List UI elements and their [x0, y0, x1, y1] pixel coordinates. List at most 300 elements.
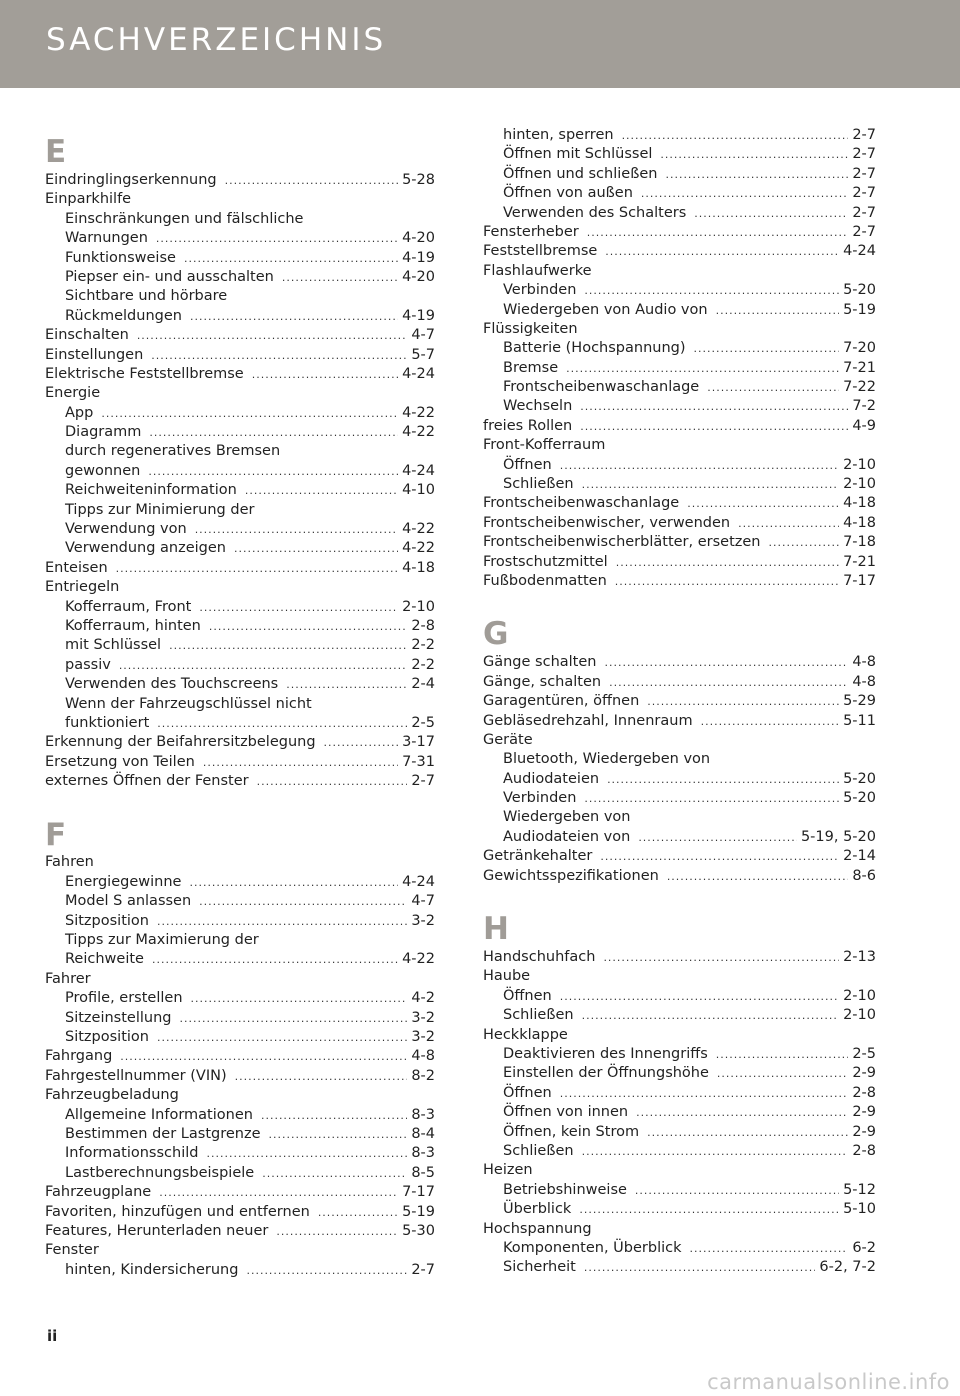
page-reference[interactable]: 2-4	[411, 676, 435, 693]
dot-leader	[156, 229, 398, 248]
dot-leader	[701, 712, 840, 731]
index-subentry[interactable]	[45, 462, 435, 481]
entry-text: Fahrgestellnummer (VIN)	[45, 1067, 227, 1084]
index-subentry[interactable]	[45, 229, 435, 248]
index-entry[interactable]	[483, 653, 876, 672]
index-entry[interactable]	[483, 692, 876, 711]
index-entry[interactable]	[45, 1067, 435, 1086]
dot-leader	[157, 1028, 407, 1047]
entry-text: Gänge, schalten	[483, 673, 602, 690]
page-reference[interactable]: 2-5	[411, 714, 435, 731]
index-entry	[45, 384, 435, 403]
entry-text: Handschuhfach	[483, 949, 596, 966]
page-reference[interactable]: 8-3	[411, 1106, 435, 1123]
index-subentry[interactable]	[483, 1142, 876, 1161]
index-entry[interactable]	[483, 417, 876, 436]
entry-text: Rückmeldungen	[65, 307, 182, 324]
entry-text: Fahrgang	[45, 1048, 113, 1065]
dot-leader	[582, 1142, 849, 1161]
index-entry[interactable]	[483, 533, 876, 552]
entry-text: Frontscheibenwischerblätter, ersetzen	[483, 534, 761, 551]
index-entry	[45, 1241, 435, 1260]
page-reference[interactable]: 5-19	[843, 301, 876, 318]
dot-leader	[195, 520, 398, 539]
entry-text: Komponenten, Überblick	[503, 1239, 682, 1256]
page-reference[interactable]: 2-7	[852, 165, 876, 182]
page-reference[interactable]: 8-2	[411, 1067, 435, 1084]
index-entry	[483, 1220, 876, 1239]
page-reference[interactable]: 7-2	[852, 398, 876, 415]
index-subentry[interactable]	[483, 1123, 876, 1142]
index-subentry[interactable]	[45, 1261, 435, 1280]
entry-text: Audiodateien	[503, 770, 600, 787]
page-reference[interactable]: 2-10	[843, 456, 876, 473]
page-reference[interactable]: 4-22	[402, 951, 435, 968]
page-reference[interactable]: 7-31	[402, 753, 435, 770]
entry-text: Einschalten	[45, 327, 129, 344]
page-reference[interactable]: 4-8	[852, 673, 876, 690]
entry-text: Kofferraum, hinten	[65, 617, 201, 634]
page-reference[interactable]: 2-7	[411, 1261, 435, 1278]
index-entry[interactable]	[483, 673, 876, 692]
entry-text: Einstellen der Öffnungshöhe	[503, 1065, 709, 1082]
index-subentry[interactable]	[483, 204, 876, 223]
entry-text: Tipps zur Minimierung der	[65, 501, 255, 518]
page-reference[interactable]: 5-11	[843, 712, 876, 729]
entry-text: Diagramm	[65, 424, 142, 441]
index-subentry[interactable]	[483, 789, 876, 808]
dot-leader	[566, 359, 839, 378]
dot-leader	[560, 456, 839, 475]
dot-leader	[206, 1144, 407, 1163]
page-reference[interactable]: 4-22	[402, 424, 435, 441]
page-reference[interactable]: 7-22	[843, 379, 876, 396]
index-entry	[45, 190, 435, 209]
page-reference[interactable]: 2-7	[852, 185, 876, 202]
index-subentry[interactable]	[45, 268, 435, 287]
page-reference[interactable]: 5-10	[843, 1201, 876, 1218]
dot-leader	[262, 1164, 407, 1183]
index-subentry[interactable]	[483, 126, 876, 145]
index-subentry[interactable]	[45, 873, 435, 892]
entry-text: Sicherheit	[503, 1259, 576, 1276]
index-subentry[interactable]	[483, 378, 876, 397]
page-reference[interactable]: 4-7	[411, 327, 435, 344]
page-reference[interactable]: 2-5	[852, 1046, 876, 1062]
page-reference[interactable]: 4-19	[402, 307, 435, 324]
dot-leader	[261, 1106, 407, 1125]
dot-leader	[151, 346, 407, 365]
index-subentry[interactable]	[45, 1106, 435, 1125]
index-subentry[interactable]	[483, 1258, 876, 1277]
section-letter-g: G	[483, 616, 509, 653]
dot-leader	[694, 339, 840, 358]
entry-text: Funktionsweise	[65, 249, 176, 266]
index-subentry[interactable]	[45, 950, 435, 969]
section-letter-f: F	[45, 816, 67, 853]
index-subentry[interactable]	[483, 987, 876, 1006]
entry-text: Energiegewinne	[65, 873, 182, 890]
page-reference[interactable]: 3-17	[402, 734, 435, 751]
entry-text: Gewichtsspezifikationen	[483, 867, 659, 884]
entry-text: Energie	[45, 385, 101, 402]
dot-leader	[560, 987, 839, 1006]
index-subentry[interactable]	[483, 1103, 876, 1122]
dot-leader	[252, 365, 398, 384]
dot-leader	[604, 653, 848, 672]
dot-leader	[635, 1181, 839, 1200]
index-subentry[interactable]	[45, 656, 435, 675]
page-reference[interactable]: 7-21	[843, 553, 876, 570]
index-entry[interactable]	[483, 712, 876, 731]
dot-leader	[324, 733, 399, 752]
index-subentry	[45, 501, 435, 520]
index-entry[interactable]	[45, 772, 435, 791]
page-reference[interactable]: 5-20	[843, 282, 876, 299]
page-reference[interactable]: 2-8	[411, 617, 435, 634]
index-entry[interactable]	[45, 171, 435, 190]
page-reference[interactable]: 4-7	[411, 893, 435, 910]
entry-text: hinten, sperren	[503, 126, 614, 143]
index-subentry[interactable]	[45, 1164, 435, 1183]
index-subentry[interactable]	[45, 1125, 435, 1144]
entry-text: Überblick	[503, 1201, 572, 1218]
dot-leader	[667, 867, 849, 886]
dot-leader	[769, 533, 840, 552]
dot-leader	[152, 950, 398, 969]
index-subentry[interactable]	[45, 912, 435, 931]
entry-text: gewonnen	[65, 462, 141, 479]
page-reference[interactable]: 4-19	[402, 249, 435, 266]
page-reference[interactable]: 4-8	[411, 1048, 435, 1065]
index-entry[interactable]	[483, 867, 876, 886]
page-reference[interactable]: 2-7	[852, 126, 876, 143]
dot-leader	[647, 692, 839, 711]
index-subentry[interactable]	[45, 636, 435, 655]
entry-text: Gänge schalten	[483, 654, 597, 671]
dot-leader	[605, 242, 839, 261]
index-subentry	[45, 210, 435, 229]
page-reference[interactable]: 5-7	[411, 346, 435, 363]
page-reference[interactable]: 7-20	[843, 340, 876, 357]
entry-text: Verbinden	[503, 790, 577, 807]
index-subentry[interactable]	[483, 339, 876, 358]
dot-leader	[269, 1125, 408, 1144]
index-entry[interactable]	[483, 553, 876, 572]
index-entry[interactable]	[45, 753, 435, 772]
page-reference[interactable]: 2-7	[852, 204, 876, 221]
entry-text: Tipps zur Maximierung der	[65, 932, 259, 949]
dot-leader	[607, 770, 839, 789]
page-reference[interactable]: 4-24	[402, 873, 435, 890]
entry-text: Öffnen von außen	[503, 185, 633, 202]
index-entry[interactable]	[483, 948, 876, 967]
page-reference[interactable]: 2-2	[411, 656, 435, 673]
page-reference[interactable]: 7-18	[843, 534, 876, 551]
index-entry[interactable]	[45, 326, 435, 345]
page-reference[interactable]: 4-8	[852, 654, 876, 671]
page-reference[interactable]: 2-7	[852, 146, 876, 163]
index-entry[interactable]	[483, 223, 876, 242]
page-reference[interactable]: 3-2	[411, 1009, 435, 1026]
entry-text: Einschränkungen und fälschliche	[65, 210, 304, 227]
dot-leader	[580, 417, 848, 436]
page-reference[interactable]: 4-24	[843, 243, 876, 260]
page-reference[interactable]: 2-8	[852, 1142, 876, 1159]
index-subentry	[45, 287, 435, 306]
page-reference[interactable]: 8-3	[411, 1145, 435, 1162]
page-reference[interactable]: 4-9	[852, 417, 876, 434]
entry-text: Wiedergeben von Audio von	[503, 301, 708, 318]
page-reference[interactable]: 2-10	[843, 987, 876, 1004]
index-subentry[interactable]	[45, 675, 435, 694]
page-reference[interactable]: 4-22	[402, 521, 435, 538]
index-subentry[interactable]	[483, 770, 876, 789]
index-subentry[interactable]	[45, 539, 435, 558]
entry-text: Fenster	[45, 1242, 99, 1259]
index-entry[interactable]	[483, 847, 876, 866]
index-subentry[interactable]	[483, 359, 876, 378]
page-reference[interactable]: 5-20	[843, 790, 876, 807]
entry-text: Haube	[483, 968, 531, 985]
entry-text: Verwenden des Touchscreens	[65, 676, 279, 693]
entry-text: Wechseln	[503, 398, 573, 415]
dot-leader	[716, 1045, 849, 1064]
page-reference[interactable]: 4-20	[402, 268, 435, 285]
page-reference[interactable]: 4-10	[402, 482, 435, 499]
entry-text: Enteisen	[45, 559, 108, 576]
entry-text: Ersetzung von Teilen	[45, 753, 195, 770]
page-reference[interactable]: 5-20	[843, 770, 876, 787]
index-entry[interactable]	[483, 242, 876, 261]
index-subentry	[45, 695, 435, 714]
index-entry[interactable]	[483, 514, 876, 533]
dot-leader	[717, 1064, 848, 1083]
index-subentry[interactable]	[483, 828, 876, 847]
index-entry[interactable]	[45, 365, 435, 384]
dot-leader	[603, 948, 839, 967]
index-subentry[interactable]	[45, 404, 435, 423]
entry-text: Reichweiteninformation	[65, 482, 237, 499]
index-subentry[interactable]	[45, 1009, 435, 1028]
entry-text: Öffnen und schließen	[503, 165, 658, 182]
dot-leader	[116, 559, 398, 578]
index-subentry[interactable]	[45, 307, 435, 326]
index-entry	[45, 1086, 435, 1105]
index-subentry[interactable]	[483, 1045, 876, 1064]
entry-text: Garagentüren, öffnen	[483, 693, 640, 710]
page-reference[interactable]: 4-18	[402, 559, 435, 576]
entry-text: Feststellbremse	[483, 243, 598, 260]
index-entry	[45, 578, 435, 597]
index-subentry[interactable]	[483, 456, 876, 475]
index-subentry[interactable]	[483, 1239, 876, 1258]
index-entry[interactable]	[45, 1183, 435, 1202]
index-subentry[interactable]	[45, 1144, 435, 1163]
index-subentry[interactable]	[45, 617, 435, 636]
index-subentry[interactable]	[45, 1028, 435, 1047]
page-reference[interactable]: 4-24	[402, 365, 435, 382]
dot-leader	[587, 223, 849, 242]
entry-text: Deaktivieren des Innengriffs	[503, 1046, 708, 1062]
entry-text: Fahrer	[45, 970, 91, 987]
page-reference[interactable]: 8-4	[411, 1125, 435, 1142]
entry-text: Fußbodenmatten	[483, 572, 607, 589]
page-reference[interactable]: 5-28	[402, 171, 435, 188]
dot-leader	[636, 1103, 848, 1122]
index-entry	[45, 970, 435, 989]
index-subentry[interactable]	[483, 1200, 876, 1219]
page-reference[interactable]: 5-19, 5-20	[800, 828, 876, 845]
index-subentry[interactable]	[45, 249, 435, 268]
page-reference[interactable]: 4-22	[402, 540, 435, 557]
page-reference[interactable]: 7-21	[843, 359, 876, 376]
page-reference[interactable]: 5-19	[402, 1203, 435, 1220]
index-entry[interactable]	[45, 1047, 435, 1066]
entry-text: Öffnen	[503, 987, 552, 1004]
index-entry	[483, 262, 876, 281]
index-subentry[interactable]	[483, 184, 876, 203]
index-entry[interactable]	[483, 494, 876, 513]
page-number: ii	[47, 1327, 58, 1345]
index-entry	[483, 320, 876, 339]
page-reference[interactable]: 4-22	[402, 404, 435, 421]
index-subentry[interactable]	[45, 989, 435, 1008]
index-subentry[interactable]	[483, 281, 876, 300]
dot-leader	[148, 462, 398, 481]
page-reference[interactable]: 2-13	[843, 949, 876, 966]
dot-leader	[647, 1123, 848, 1142]
page-reference[interactable]: 4-2	[411, 990, 435, 1007]
dot-leader	[694, 204, 848, 223]
entry-text: Flashlaufwerke	[483, 262, 592, 279]
index-subentry[interactable]	[45, 892, 435, 911]
dot-leader	[286, 675, 407, 694]
index-entry[interactable]	[45, 559, 435, 578]
entry-text: externes Öffnen der Fenster	[45, 773, 249, 790]
dot-leader	[169, 636, 407, 655]
index-entry	[483, 1026, 876, 1045]
dot-leader	[235, 1067, 408, 1086]
index-subentry	[483, 809, 876, 828]
page-reference[interactable]: 5-12	[843, 1181, 876, 1198]
entry-text: Verbinden	[503, 282, 577, 299]
dot-leader	[616, 553, 839, 572]
page-reference[interactable]: 2-14	[843, 848, 876, 865]
index-entry	[483, 1161, 876, 1180]
page-reference[interactable]: 4-18	[843, 495, 876, 512]
index-subentry[interactable]	[483, 1064, 876, 1083]
entry-text: Sitzeinstellung	[65, 1009, 172, 1026]
dot-leader	[184, 249, 398, 268]
page-reference[interactable]: 2-8	[852, 1084, 876, 1101]
page-reference[interactable]: 2-10	[843, 476, 876, 493]
page-reference[interactable]: 2-9	[852, 1123, 876, 1140]
dot-leader	[687, 494, 839, 513]
entry-text: Öffnen	[503, 456, 552, 473]
page-reference[interactable]: 8-6	[852, 867, 876, 884]
index-subentry[interactable]	[483, 1084, 876, 1103]
index-subentry[interactable]	[45, 714, 435, 733]
page-reference[interactable]: 5-29	[843, 693, 876, 710]
page-title: SACHVERZEICHNIS	[46, 22, 387, 58]
section-letter-h: H	[483, 911, 509, 948]
page-reference[interactable]: 3-2	[411, 912, 435, 929]
index-column-right	[483, 126, 876, 1278]
index-subentry[interactable]	[45, 481, 435, 500]
dot-leader	[101, 404, 398, 423]
dot-leader	[246, 1261, 407, 1280]
entry-text: Hochspannung	[483, 1220, 592, 1237]
index-subentry[interactable]	[45, 520, 435, 539]
index-entry	[45, 854, 435, 873]
dot-leader	[707, 378, 839, 397]
index-entry[interactable]	[483, 572, 876, 591]
index-entry	[483, 731, 876, 750]
entry-text: Profile, erstellen	[65, 990, 183, 1007]
page-reference[interactable]: 2-7	[411, 773, 435, 790]
entry-text: Einstellungen	[45, 346, 144, 363]
dot-leader	[622, 126, 849, 145]
page-reference[interactable]: 2-9	[852, 1065, 876, 1082]
page-reference[interactable]: 7-17	[402, 1184, 435, 1201]
index-subentry	[45, 442, 435, 461]
dot-leader	[665, 165, 848, 184]
dot-leader	[119, 656, 408, 675]
entry-text: Öffnen	[503, 1084, 552, 1101]
page-reference[interactable]: 6-2	[852, 1239, 876, 1256]
index-entry[interactable]	[45, 1222, 435, 1241]
index-subentry[interactable]	[45, 423, 435, 442]
index-entry[interactable]	[45, 733, 435, 752]
index-subentry[interactable]	[483, 397, 876, 416]
index-subentry[interactable]	[483, 1006, 876, 1025]
page-reference[interactable]: 8-5	[411, 1164, 435, 1181]
page-reference[interactable]: 4-20	[402, 230, 435, 247]
entry-text: Sitzposition	[65, 1029, 149, 1045]
page-reference[interactable]: 2-7	[852, 223, 876, 240]
index-subentry[interactable]	[483, 1181, 876, 1200]
entry-text: Öffnen mit Schlüssel	[503, 146, 653, 163]
dot-leader	[579, 1200, 839, 1219]
entry-text: Bluetooth, Wiedergeben von	[503, 751, 711, 768]
index-subentry[interactable]	[483, 475, 876, 494]
index-subentry[interactable]	[483, 145, 876, 164]
page-reference[interactable]: 5-30	[402, 1222, 435, 1239]
dot-leader	[276, 1222, 398, 1241]
index-subentry[interactable]	[483, 301, 876, 320]
page-reference[interactable]: 3-2	[411, 1029, 435, 1045]
page-reference[interactable]: 4-18	[843, 514, 876, 531]
page-reference[interactable]: 6-2, 7-2	[819, 1259, 876, 1276]
page-reference[interactable]: 7-17	[843, 572, 876, 589]
page-reference[interactable]: 2-2	[411, 637, 435, 654]
entry-text: Getränkehalter	[483, 848, 593, 865]
dot-leader	[149, 423, 398, 442]
index-entry[interactable]	[45, 1203, 435, 1222]
entry-text: Frontscheibenwischer, verwenden	[483, 514, 731, 531]
dot-leader	[609, 673, 848, 692]
page-reference[interactable]: 2-10	[402, 598, 435, 615]
page-reference[interactable]: 4-24	[402, 462, 435, 479]
page-reference[interactable]: 2-10	[843, 1007, 876, 1024]
index-subentry[interactable]	[45, 598, 435, 617]
page-reference[interactable]: 2-9	[852, 1104, 876, 1121]
index-entry[interactable]	[45, 346, 435, 365]
entry-text: Öffnen von innen	[503, 1104, 629, 1121]
index-subentry[interactable]	[483, 165, 876, 184]
index-entry	[483, 967, 876, 986]
